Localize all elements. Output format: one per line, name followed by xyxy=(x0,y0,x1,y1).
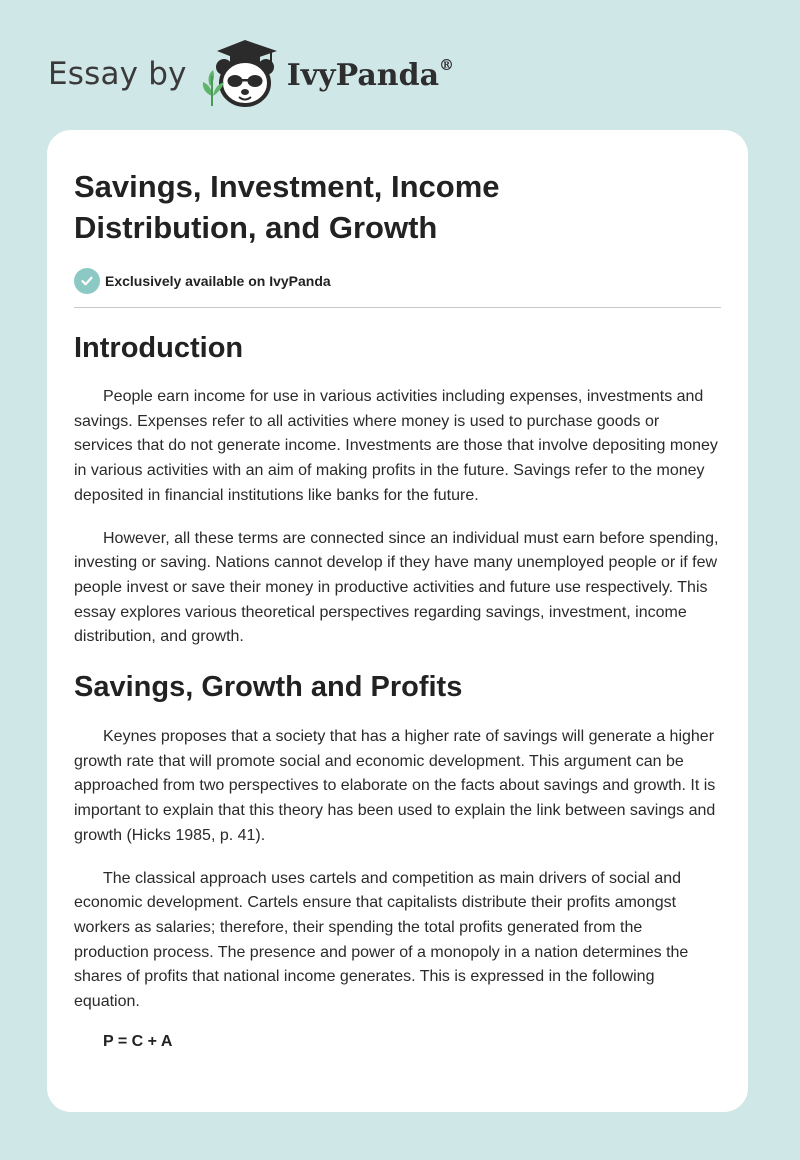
exclusive-label: Exclusively available on IvyPanda xyxy=(105,273,331,289)
site-header xyxy=(48,34,454,110)
exclusive-badge xyxy=(74,268,721,294)
paragraph: The classical approach uses cartels and competition as main drivers of social and economic development. Cartels ensure that capitalists distribute their profits amongst workers as salaries; therefore, their spending the total profits generated from the production process. The presence and power of a monopoly in a nation determines the shares of profits that national income generates. This is expressed in the following equation. xyxy=(74,869,689,1011)
section-heading-savings-growth-profits: Savings, Growth and Profits xyxy=(74,671,463,704)
brand-text: IvyPanda xyxy=(286,57,440,93)
paragraph: Keynes proposes that a society that has a higher rate of savings will generate a higher growth rate that will promote social and economic development. This argument can be approached from two perspectives to elaborate on the facts about savings and growth. It is important to explain that this theory has been used to explain the link between savings and growth (Hicks 1985, p. 41). xyxy=(74,728,716,844)
section-heading-introduction: Introduction xyxy=(74,332,244,364)
divider xyxy=(74,307,721,308)
panda-logo-icon[interactable] xyxy=(197,34,283,110)
paragraph: People earn income for use in various activities including expenses, investments and savings. Expenses refer to all activities where money is used to purchase goods or services that do not generate income. Investments are those that involve depositing money in various activities with an aim of making profits in the future. Savings refer to the money deposited in financial institutions like banks for the future. xyxy=(74,388,718,504)
equation: P = C + A xyxy=(103,1032,173,1050)
paragraph: However, all these terms are connected since an individual must earn before spending, investing or saving. Nations cannot develop if they have many unemployed people or if few people invest or save their money in productive activities and future use respectively. This essay explores various theoretical perspectives regarding savings, investment, income distribution, and growth. xyxy=(74,529,719,646)
essay-card xyxy=(47,130,748,1112)
essay-by-label: Essay by xyxy=(48,56,187,92)
essay-title: Savings, Investment, Income Distribution, and Growth xyxy=(74,169,500,245)
registered-mark: ® xyxy=(439,55,455,74)
check-icon xyxy=(74,268,100,294)
brand-name xyxy=(286,55,455,93)
